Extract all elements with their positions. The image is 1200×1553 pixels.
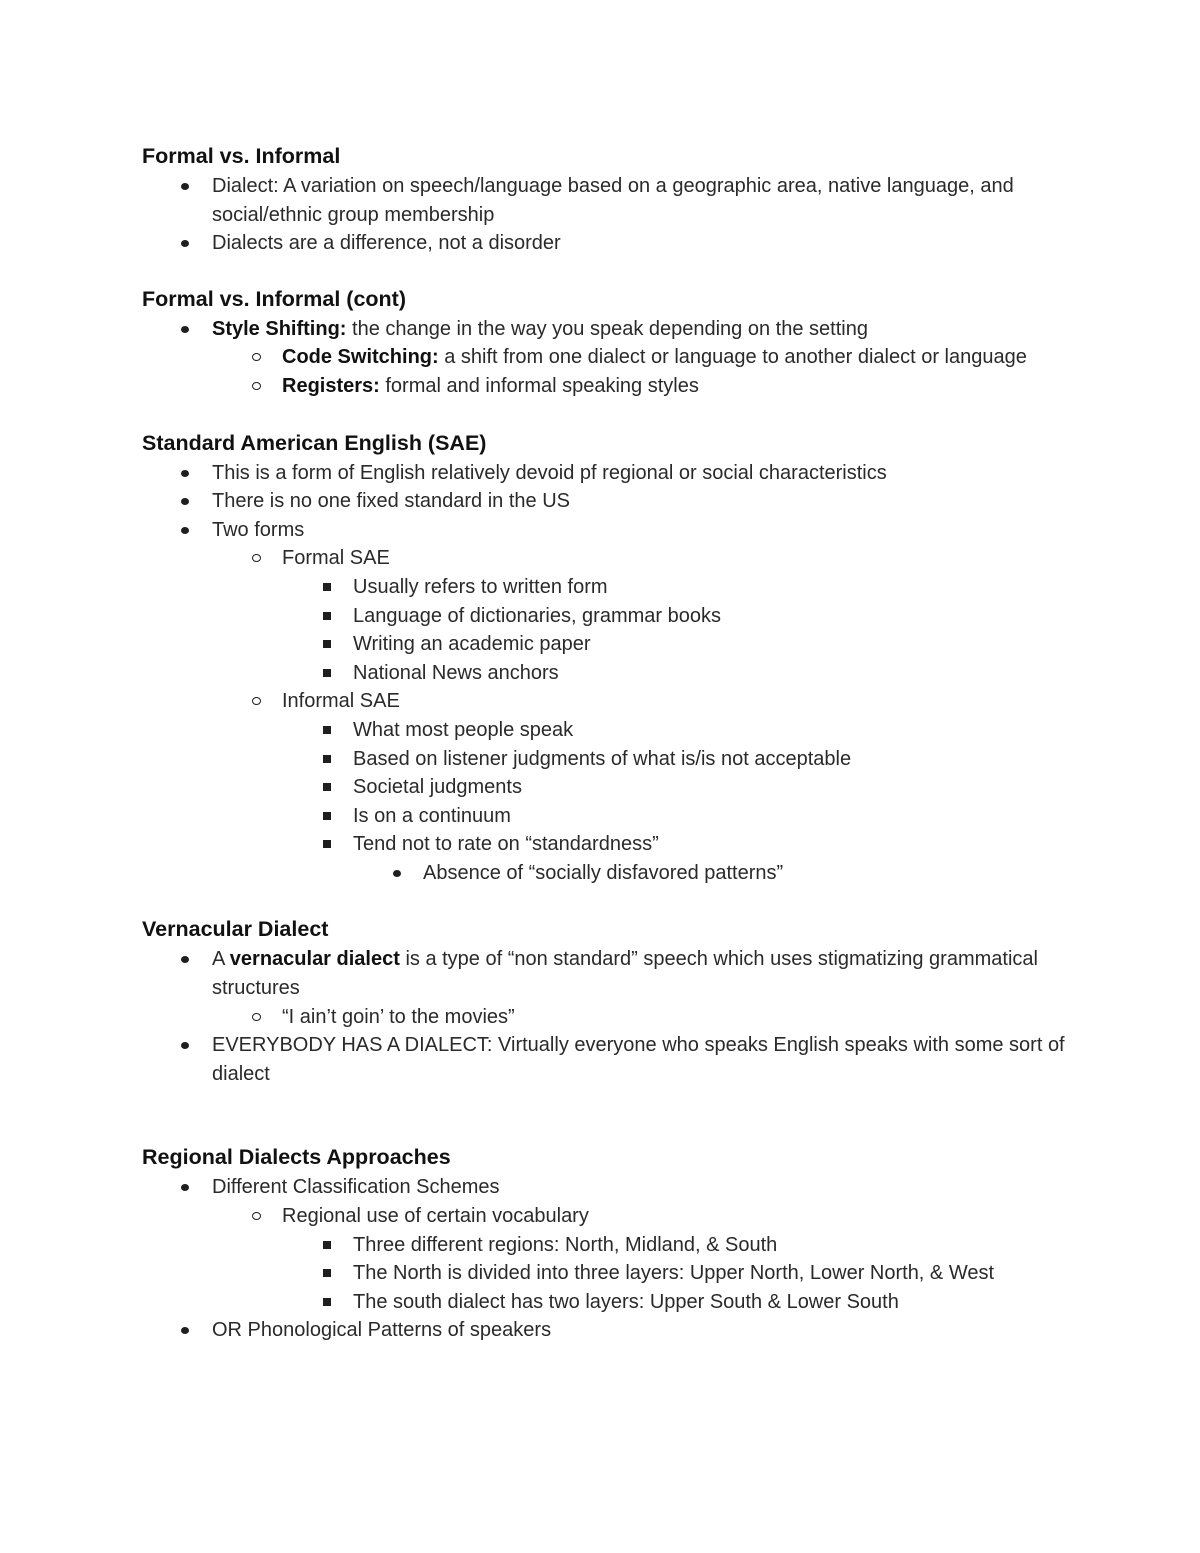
list-item bbox=[142, 573, 1072, 602]
square-bullet-icon bbox=[320, 716, 334, 745]
list-item bbox=[142, 1259, 1072, 1288]
list-item-text: There is no one fixed standard in the US bbox=[212, 490, 570, 513]
list-item bbox=[142, 516, 1072, 545]
filled-bullet-icon bbox=[178, 315, 192, 344]
list-item-text: This is a form of English relatively devoid pf regional or social characteristics bbox=[212, 461, 887, 484]
square-bullet-icon bbox=[320, 745, 334, 774]
list-item bbox=[142, 1316, 1072, 1345]
list-item-text: Based on listener judgments of what is/is not acceptable bbox=[353, 747, 852, 770]
section-formal-vs-informal-cont bbox=[142, 283, 1072, 401]
bullet-list bbox=[142, 172, 1072, 258]
hollow-bullet-icon bbox=[249, 1003, 263, 1032]
list-item bbox=[142, 745, 1072, 774]
list-item-text: Absence of “socially disfavored patterns” bbox=[423, 861, 784, 884]
list-item-text: Language of dictionaries, grammar books bbox=[353, 604, 721, 627]
term-code-switching: Code Switching: bbox=[282, 346, 439, 369]
section-formal-vs-informal bbox=[142, 140, 1072, 258]
list-item bbox=[142, 602, 1072, 631]
term-vernacular-dialect: vernacular dialect bbox=[229, 948, 400, 971]
hollow-bullet-icon bbox=[249, 372, 263, 401]
list-item-text: Is on a continuum bbox=[353, 804, 511, 827]
list-item bbox=[142, 716, 1072, 745]
filled-bullet-icon bbox=[178, 229, 192, 258]
list-item-text: Three different regions: North, Midland, & South bbox=[353, 1233, 778, 1256]
section-regional-dialects bbox=[142, 1141, 1072, 1345]
list-item bbox=[142, 773, 1072, 802]
square-bullet-icon bbox=[320, 630, 334, 659]
filled-bullet-icon bbox=[178, 1031, 192, 1060]
list-item bbox=[142, 487, 1072, 516]
section-heading: Regional Dialects Approaches bbox=[142, 1145, 451, 1170]
list-item bbox=[142, 945, 1072, 1002]
list-item bbox=[142, 372, 1072, 401]
section-standard-american-english bbox=[142, 427, 1072, 888]
list-item-text: a shift from one dialect or language to another dialect or language bbox=[438, 346, 1027, 369]
filled-bullet-icon bbox=[178, 1316, 192, 1345]
list-item-text: Regional use of certain vocabulary bbox=[282, 1205, 589, 1228]
square-bullet-icon bbox=[320, 602, 334, 631]
list-item-text: Dialects are a difference, not a disorder bbox=[212, 232, 561, 255]
list-item-text: The south dialect has two layers: Upper South & Lower South bbox=[353, 1290, 899, 1313]
list-item-text: is a type of “non standard” speech which uses stigmatizing grammatical structures bbox=[212, 948, 1038, 1000]
list-item-text: Writing an academic paper bbox=[353, 633, 591, 656]
list-item-text: formal and informal speaking styles bbox=[379, 374, 699, 397]
list-item-text: What most people speak bbox=[353, 718, 574, 741]
list-item-text: Formal SAE bbox=[282, 547, 390, 570]
filled-bullet-icon bbox=[178, 487, 192, 516]
list-item-text: “I ain’t goin’ to the movies” bbox=[282, 1005, 515, 1028]
list-item bbox=[142, 315, 1072, 344]
list-item-text: the change in the way you speak depending on the setting bbox=[346, 317, 868, 340]
filled-bullet-icon bbox=[178, 516, 192, 545]
list-item bbox=[142, 802, 1072, 831]
list-item bbox=[142, 1231, 1072, 1260]
filled-bullet-icon bbox=[178, 945, 192, 974]
list-item-text: A bbox=[212, 948, 230, 971]
list-item-text: The North is divided into three layers: Upper North, Lower North, & West bbox=[353, 1262, 995, 1285]
section-heading: Vernacular Dialect bbox=[142, 917, 329, 942]
list-item bbox=[142, 1031, 1072, 1088]
section-heading: Standard American English (SAE) bbox=[142, 430, 487, 455]
list-item bbox=[142, 859, 1072, 888]
section-vernacular-dialect bbox=[142, 913, 1072, 1088]
filled-bullet-icon bbox=[178, 459, 192, 488]
hollow-bullet-icon bbox=[249, 1202, 263, 1231]
list-item bbox=[142, 229, 1072, 258]
list-item-text: Informal SAE bbox=[282, 690, 400, 713]
square-bullet-icon bbox=[320, 773, 334, 802]
term-registers: Registers: bbox=[282, 374, 380, 397]
hollow-bullet-icon bbox=[249, 687, 263, 716]
bullet-list bbox=[142, 945, 1072, 1088]
section-heading: Formal vs. Informal (cont) bbox=[142, 286, 407, 311]
list-item-text: Different Classification Schemes bbox=[212, 1176, 500, 1199]
square-bullet-icon bbox=[320, 802, 334, 831]
list-item bbox=[142, 659, 1072, 688]
list-item-text: Societal judgments bbox=[353, 776, 522, 799]
term-style-shifting: Style Shifting: bbox=[212, 317, 347, 340]
list-item-text: OR Phonological Patterns of speakers bbox=[212, 1319, 552, 1342]
list-item bbox=[142, 830, 1072, 859]
list-item bbox=[142, 1288, 1072, 1317]
square-bullet-icon bbox=[320, 1259, 334, 1288]
filled-bullet-icon bbox=[178, 1173, 192, 1202]
square-bullet-icon bbox=[320, 830, 334, 859]
hollow-bullet-icon bbox=[249, 343, 263, 372]
bullet-list bbox=[142, 459, 1072, 888]
list-item bbox=[142, 1003, 1072, 1032]
square-bullet-icon bbox=[320, 659, 334, 688]
section-heading: Formal vs. Informal bbox=[142, 144, 341, 168]
list-item-text: Two forms bbox=[212, 518, 305, 541]
filled-bullet-icon bbox=[178, 172, 192, 201]
list-item-text: Tend not to rate on “standardness” bbox=[353, 833, 659, 856]
document-page bbox=[142, 140, 1072, 1345]
bullet-list bbox=[142, 1173, 1072, 1345]
list-item bbox=[142, 172, 1072, 229]
filled-bullet-icon bbox=[390, 859, 404, 888]
square-bullet-icon bbox=[320, 1231, 334, 1260]
list-item bbox=[142, 544, 1072, 573]
list-item bbox=[142, 1173, 1072, 1202]
list-item bbox=[142, 687, 1072, 716]
list-item bbox=[142, 343, 1072, 372]
list-item-text: Dialect: A variation on speech/language based on a geographic area, native language, and social/ethnic group membership bbox=[212, 175, 1014, 226]
bullet-list bbox=[142, 315, 1072, 401]
square-bullet-icon bbox=[320, 573, 334, 602]
list-item-text: Usually refers to written form bbox=[353, 575, 608, 598]
hollow-bullet-icon bbox=[249, 544, 263, 573]
list-item bbox=[142, 630, 1072, 659]
list-item bbox=[142, 1202, 1072, 1231]
square-bullet-icon bbox=[320, 1288, 334, 1317]
list-item-text: National News anchors bbox=[353, 661, 559, 684]
list-item bbox=[142, 459, 1072, 488]
list-item-text: EVERYBODY HAS A DIALECT: Virtually everyone who speaks English speaks with some sort of dialect bbox=[212, 1034, 1065, 1085]
